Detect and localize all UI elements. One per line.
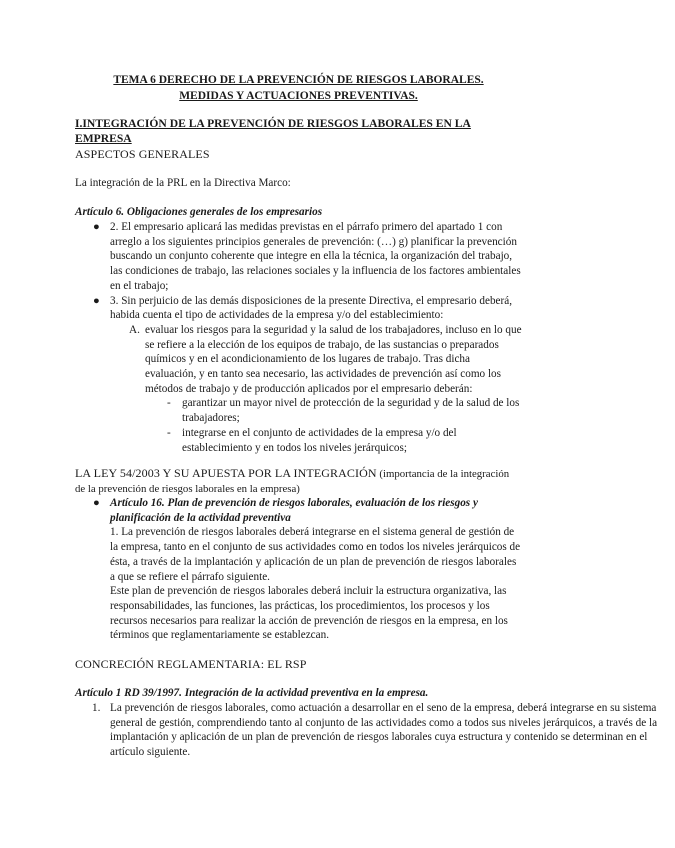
article-6-heading: Artículo 6. Obligaciones generales de los empresarios [75, 206, 323, 218]
document-title [75, 72, 522, 104]
bullet-icon: ● [93, 497, 100, 509]
article-6-point-3: 3. Sin perjuicio de las demás disposiciones de la presente Directiva, el empresario deberá, habida cuenta el tipo de actividades de la empresa y/o del establecimiento: [110, 294, 512, 322]
dash-item-text: garantizar un mayor nivel de protección de la seguridad y de la salud de los trabajadores; [182, 397, 520, 425]
article-16-block [75, 496, 522, 643]
article-1-heading: Artículo 1 RD 39/1997. Integración de la actividad preventiva en la empresa. [75, 687, 429, 699]
subheading-concrecion-reglamentaria: CONCRECIÓN REGLAMENTARIA: EL RSP [75, 657, 307, 671]
article-6-subpoint-a [75, 323, 522, 397]
intro-paragraph: La integración de la PRL en la Directiva Marco: [75, 177, 291, 189]
subpoint-label: A. [129, 323, 140, 336]
section-heading-integracion: I.INTEGRACIÓN DE LA PREVENCIÓN DE RIESGOS LABORALES EN LA EMPRESA [75, 117, 471, 145]
dash-icon: - [167, 397, 171, 410]
ley-note: (importancia de la integración de la prevención de riesgos laborales en la empresa) [75, 468, 510, 495]
title-line-2: MEDIDAS Y ACTUACIONES PREVENTIVAS. [179, 90, 418, 102]
list-item [75, 496, 522, 525]
title-line-1: TEMA 6 DERECHO DE LA PREVENCIÓN DE RIESGOS LABORALES. [113, 74, 484, 86]
article-16-paragraph-1: 1. La prevención de riesgos laborales deberá integrarse en el sistema general de gestión de la empresa, tanto en el conjunto de sus actividades como en todos los niveles jerárquicos de ésta, a través de la implantación y aplicación de un plan de prevención de riesgos laborales a que se refiere el párrafo siguiente. [110, 526, 521, 583]
bullet-icon: ● [93, 294, 100, 307]
article-1-text: La prevención de riesgos laborales, como actuación a desarrollar en el seno de la empresa, deberá integrarse en su sistema general de gestión, comprendiendo tanto al conjunto de las actividades como a todos sus niveles jerárquicos, a través de la implantación y aplicación de un plan de prevención de riesgos laborales cuya estructura y contenido se determinan en el artículo siguiente. [110, 702, 658, 759]
paragraph-number: 1. [92, 702, 101, 714]
article-6-point-2: 2. El empresario aplicará las medidas previstas en el párrafo primero del apartado 1 con arreglo a los siguientes principios generales de prevención: (…) g) planificar la prevención buscando un conjunto coherente que integre en ella la técnica, la organización del trabajo, las condiciones de trabajo, las relaciones sociales y la influencia de los factores ambientales en el trabajo; [110, 221, 521, 292]
subpoint-text: evaluar los riesgos para la seguridad y la salud de los trabajadores, incluso en lo que se refiere a la elección de los equipos de trabajo, de las sustancias o preparados químicos y en el acondicionamiento de los lugares de trabajo. Tras dicha evaluación, y en tanto sea necesario, las actividades de prevención así como los métodos de trabajo y de producción aplicados por el empresario deberán: [145, 323, 522, 395]
list-item [75, 220, 522, 294]
list-item [75, 294, 522, 323]
article-1-paragraph [75, 701, 675, 760]
article-6-body [75, 220, 522, 455]
ley-section [75, 466, 522, 496]
dash-icon: - [167, 426, 171, 439]
dash-item-text: integrarse en el conjunto de actividades de la empresa y/o del establecimiento y en todos los niveles jerárquicos; [182, 426, 457, 454]
article-16-paragraph-2: Este plan de prevención de riesgos laborales deberá incluir la estructura organizativa, las responsabilidades, las funciones, las prácticas, los procedimientos, los procesos y los recursos necesarios para realizar la acción de prevención de riesgos en la empresa, en los términos que reglamentariamente se establezcan. [110, 585, 508, 642]
list-item [75, 396, 522, 425]
list-item [75, 426, 522, 455]
subheading-aspectos-generales: ASPECTOS GENERALES [75, 147, 210, 161]
subheading-ley-54-2003: LA LEY 54/2003 Y SU APUESTA POR LA INTEGRACIÓN [75, 466, 377, 480]
bullet-icon: ● [93, 221, 100, 233]
article-16-heading: Artículo 16. Plan de prevención de riesgos laborales, evaluación de los riesgos y planificación de la actividad preventiva [110, 497, 478, 524]
